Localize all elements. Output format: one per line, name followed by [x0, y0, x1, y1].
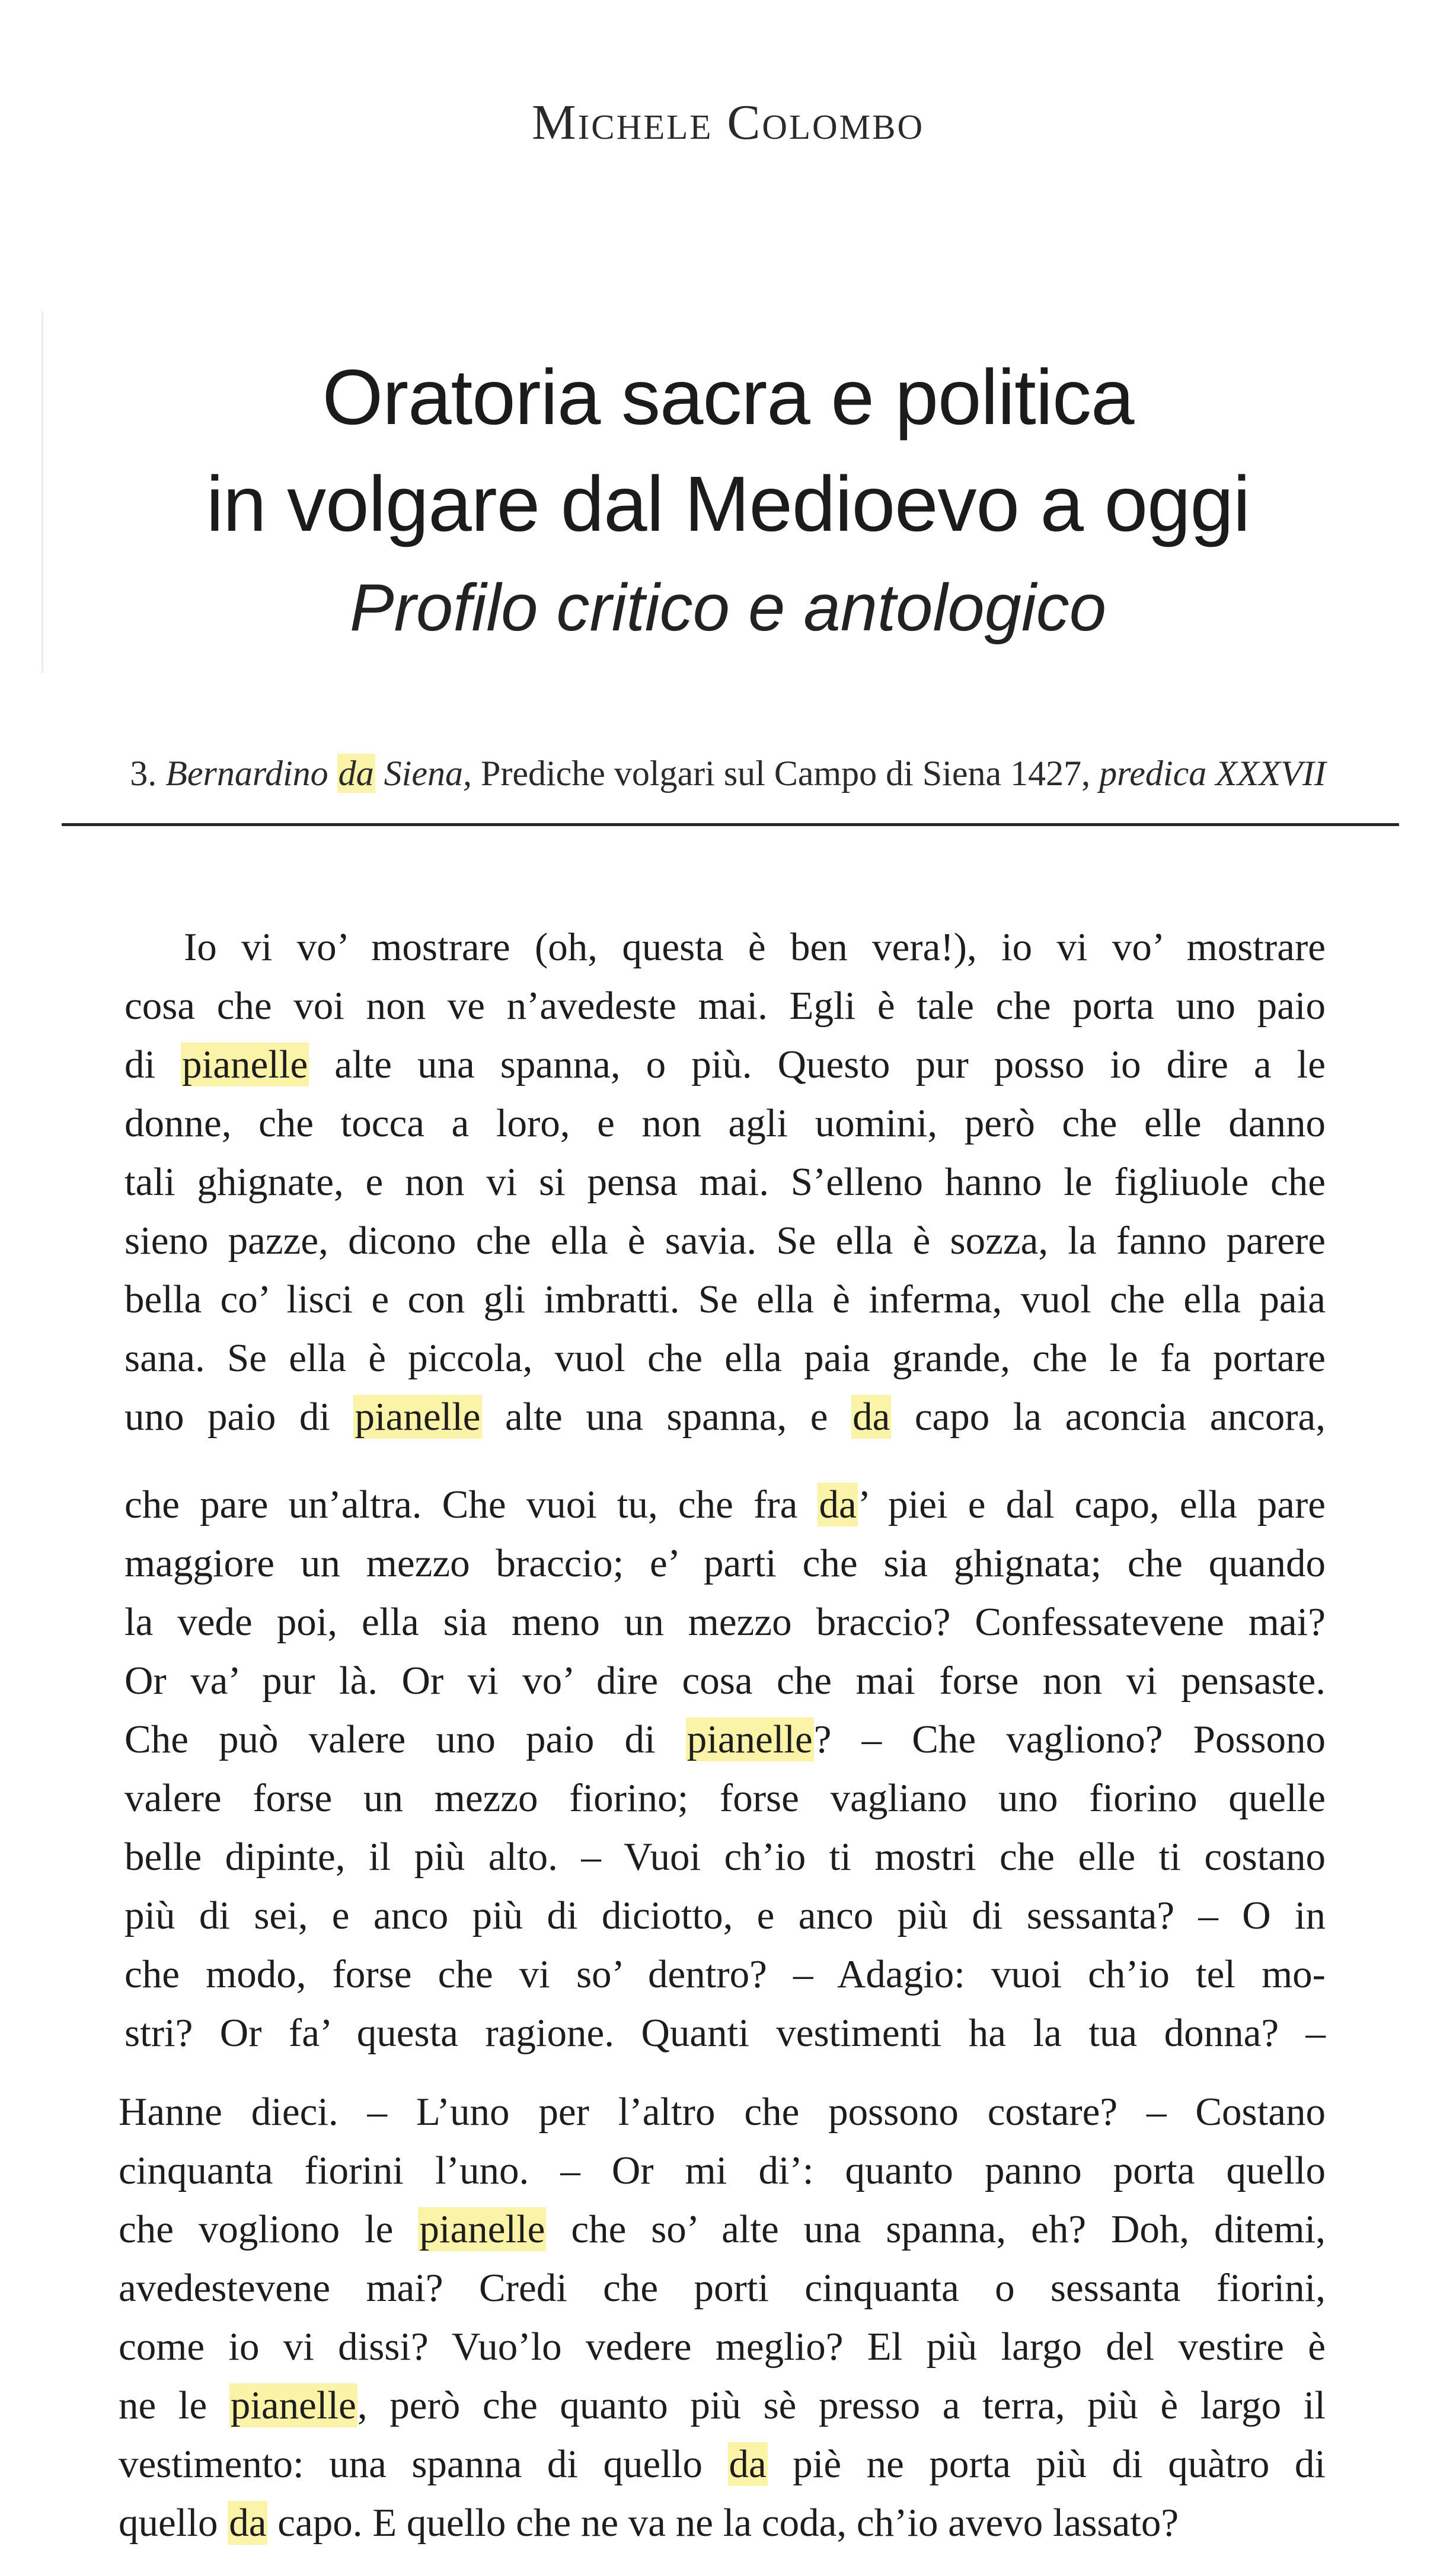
text-line: ne le pianelle, però che quanto più sè presso a terra, più è largo il — [119, 2383, 1326, 2427]
caption-number: 3. — [130, 754, 157, 793]
header-rule — [62, 823, 1399, 826]
highlighted-term: pianelle — [419, 2207, 545, 2251]
text-line: avedestevene mai? Credi che porti cinquanta o sessanta fiorini, — [119, 2266, 1326, 2310]
highlighted-term: pianelle — [182, 1043, 308, 1086]
text-line: belle dipinte, il più alto. – Vuoi ch’io ti mostri che elle ti costano — [124, 1835, 1326, 1879]
text-line: come io vi dissi? Vuo’lo vedere meglio? El più largo del vestire è — [119, 2325, 1326, 2369]
text-line: Hanne dieci. – L’uno per l’altro che possono costare? – Costano — [119, 2090, 1326, 2134]
text-line: cosa che voi non ve n’avedeste mai. Egli è tale che porta uno paio — [124, 984, 1326, 1028]
text-line: tali ghignate, e non vi si pensa mai. S’elleno hanno le figliuole che — [124, 1160, 1326, 1204]
book-title-block — [0, 344, 1456, 652]
caption-author — [165, 754, 472, 793]
book-title-line-2: in volgare dal Medioevo a oggi — [206, 460, 1250, 547]
book-author: Michele Colombo — [531, 95, 925, 150]
text-line: Or va’ pur là. Or vi vo’ dire cosa che mai forse non vi pensaste. — [124, 1659, 1326, 1703]
text-line: valere forse un mezzo fiorino; forse vagliano uno fiorino quelle — [124, 1776, 1326, 1820]
text-line: sieno pazze, dicono che ella è savia. Se ella è sozza, la fanno parere — [124, 1219, 1326, 1263]
caption-author-last: Siena, — [384, 754, 472, 793]
highlighted-term: pianelle — [687, 1717, 813, 1761]
highlighted-term: pianelle — [355, 1395, 481, 1439]
text-line: vestimento: una spanna di quello da piè ne porta più di quàtro di — [119, 2442, 1326, 2486]
text-line: più di sei, e anco più di diciotto, e anco più di sessanta? – O in — [124, 1894, 1326, 1937]
text-line: bella co’ lisci e con gli imbratti. Se ella è inferma, vuol che ella paia — [124, 1277, 1326, 1321]
text-line: che modo, forse che vi so’ dentro? – Adagio: vuoi ch’io tel mo- — [124, 1952, 1326, 1996]
text-line: donne, che tocca a loro, e non agli uomini, però che elle danno — [124, 1101, 1326, 1145]
section-caption — [0, 753, 1456, 794]
text-line: maggiore un mezzo braccio; e’ parti che sia ghignata; che quando — [124, 1541, 1326, 1585]
highlighted-term: da — [852, 1395, 890, 1439]
text-line: che pare un’altra. Che vuoi tu, che fra da’ piei e dal capo, ella pare — [124, 1483, 1326, 1526]
caption-author-first: Bernardino — [165, 754, 328, 793]
text-line: Che può valere uno paio di pianelle? – Che vagliono? Possono — [124, 1717, 1326, 1761]
book-title-line-1: Oratoria sacra e politica — [322, 353, 1134, 441]
text-line: quello da capo. E quello che ne va ne la coda, ch’io avevo lassato? — [119, 2501, 1179, 2545]
caption-author-highlight: da — [338, 754, 374, 793]
highlighted-term: pianelle — [230, 2383, 356, 2427]
caption-work-title: Prediche volgari sul Campo di Siena 1427, — [480, 754, 1091, 793]
text-block-1 — [124, 918, 1326, 1446]
text-line: Io vi vo’ mostrare (oh, questa è ben vera!), io vi vo’ mostrare — [184, 925, 1326, 969]
caption-predica: predica XXXVII — [1099, 754, 1326, 793]
highlighted-term: da — [229, 2501, 267, 2545]
book-subtitle: Profilo critico e antologico — [349, 571, 1107, 645]
text-block-2 — [124, 1475, 1326, 2063]
highlighted-term: da — [729, 2442, 767, 2486]
text-line: stri? Or fa’ questa ragione. Quanti vestimenti ha la tua donna? – — [124, 2011, 1326, 2055]
text-line: la vede poi, ella sia meno un mezzo braccio? Confessatevene mai? — [124, 1600, 1326, 1644]
text-block-3 — [119, 2083, 1326, 2552]
text-line: uno paio di pianelle alte una spanna, e da capo la aconcia ancora, — [124, 1395, 1326, 1439]
text-line: di pianelle alte una spanna, o più. Questo pur posso io dire a le — [124, 1043, 1326, 1086]
text-line: sana. Se ella è piccola, vuol che ella paia grande, che le fa portare — [124, 1336, 1326, 1380]
text-line: cinquanta fiorini l’uno. – Or mi di’: quanto panno porta quello — [119, 2149, 1326, 2192]
text-line: che vogliono le pianelle che so’ alte una spanna, eh? Doh, ditemi, — [119, 2207, 1326, 2251]
highlighted-term: da — [819, 1483, 857, 1526]
